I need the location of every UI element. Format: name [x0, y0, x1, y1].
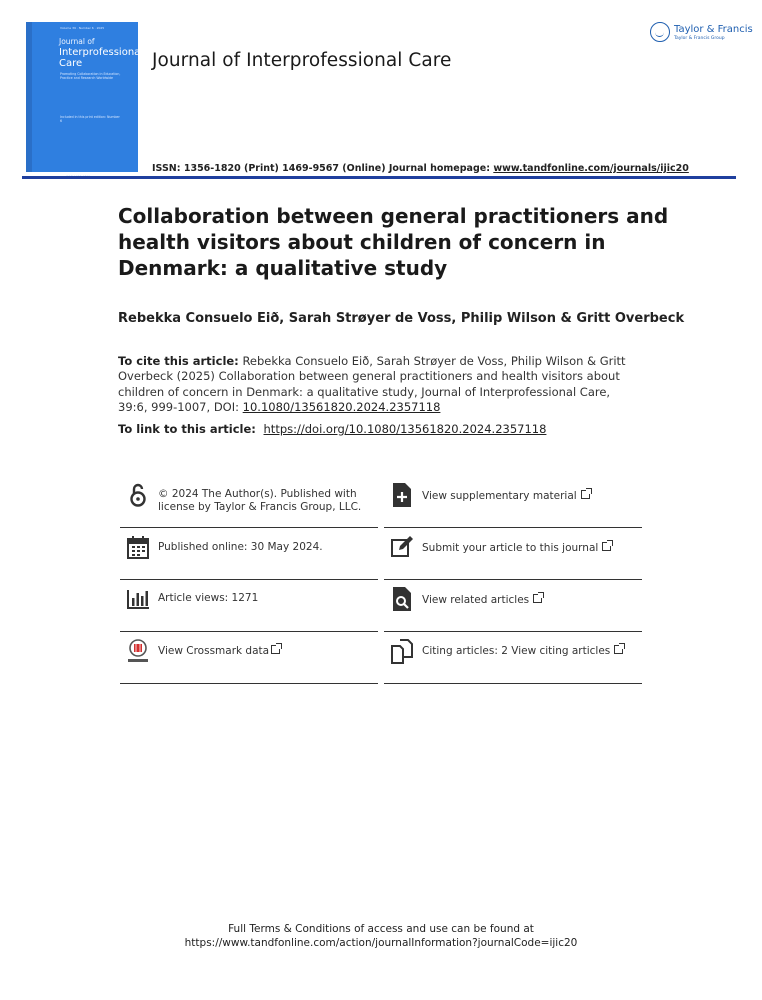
header-rule [22, 176, 736, 179]
link-label: To link to this article: [118, 422, 260, 436]
article-title: Collaboration between general practitioners and health visitors about children of concern in Denmark: a qualitative study [118, 204, 669, 280]
journal-name: Journal of Interprofessional Care [152, 50, 452, 71]
article-authors: Rebekka Consuelo Eið, Sarah Strøyer de Voss, Philip Wilson & Gritt Overbeck [118, 311, 685, 326]
supplementary-cell[interactable] [384, 476, 642, 528]
edit-icon [390, 534, 414, 560]
crossmark-link[interactable]: View Crossmark data [158, 645, 368, 658]
external-link-icon [271, 645, 280, 654]
cover-title: Interprofessional Care [59, 47, 144, 69]
citation-label: To cite this article: [118, 354, 239, 368]
external-link-icon [614, 645, 623, 654]
article-url-link[interactable]: https://doi.org/10.1080/13561820.2024.2357118 [263, 422, 547, 436]
open-access-icon [126, 482, 150, 508]
related-articles-icon [390, 586, 414, 612]
footer-terms: Full Terms & Conditions of access and use can be found at [228, 923, 534, 935]
doi-link[interactable]: 10.1080/13561820.2024.2357118 [242, 400, 441, 415]
journal-cover [26, 22, 144, 172]
cover-spine [26, 22, 32, 172]
supplementary-file-icon [390, 482, 414, 508]
footer-terms-url[interactable]: https://www.tandfonline.com/action/journalInformation?journalCode=ijic20 [184, 937, 578, 949]
cover-inclusion: Included in this print edition: Number 6 [60, 115, 120, 123]
license-text: © 2024 The Author(s). Published with license by Taylor & Francis Group, LLC. [158, 488, 362, 513]
article-link-line [118, 422, 546, 436]
page-footer [0, 922, 762, 950]
license-cell [120, 476, 378, 528]
cover-volume: Volume 39 · Number 6 · 2025 [60, 26, 105, 30]
external-link-icon [581, 490, 590, 499]
publisher-name: Taylor & Francis [674, 24, 753, 35]
related-cell[interactable] [384, 580, 642, 632]
external-link-icon [602, 542, 611, 551]
cover-journal-of: Journal of [59, 37, 95, 46]
journal-homepage-link[interactable]: www.tandfonline.com/journals/ijic20 [493, 163, 689, 174]
citation-text: Rebekka Consuelo Eið, Sarah Strøyer de Voss, Philip Wilson & Gritt Overbeck (2025) Collaboration between general practitioners and health visitors about children of concern in Denmark: a qualitative study, Journal of Interprofessional Care, 39:6, 999-1007, DOI: [118, 354, 626, 415]
issn-text: ISSN: 1356-1820 (Print) 1469-9567 (Online) Journal homepage: [152, 163, 494, 174]
external-link-icon [533, 594, 542, 603]
publisher-tagline: Taylor & Francis Group [674, 36, 725, 41]
submit-cell[interactable] [384, 528, 642, 580]
tf-logo-icon [650, 22, 670, 42]
views-cell [120, 580, 378, 632]
citing-articles-link[interactable]: Citing articles: 2 View citing articles [422, 645, 632, 658]
published-cell [120, 528, 378, 580]
citing-cell[interactable] [384, 632, 642, 684]
cover-subtitle: Promoting Collaboration in Education, Practice and Research Worldwide [60, 72, 121, 80]
publisher-logo [650, 22, 753, 44]
crossmark-icon [126, 638, 150, 664]
submit-article-link[interactable]: Submit your article to this journal [422, 542, 632, 555]
published-date: Published online: 30 May 2024. [158, 541, 323, 553]
citation-block [118, 354, 638, 416]
bar-chart-icon [126, 586, 150, 612]
crossmark-cell[interactable] [120, 632, 378, 684]
related-articles-link[interactable]: View related articles [422, 594, 632, 607]
citing-articles-icon [390, 638, 414, 664]
issn-line [152, 163, 689, 174]
supplementary-link[interactable]: View supplementary material [422, 490, 632, 503]
calendar-icon [126, 534, 150, 560]
article-views: Article views: 1271 [158, 592, 259, 604]
